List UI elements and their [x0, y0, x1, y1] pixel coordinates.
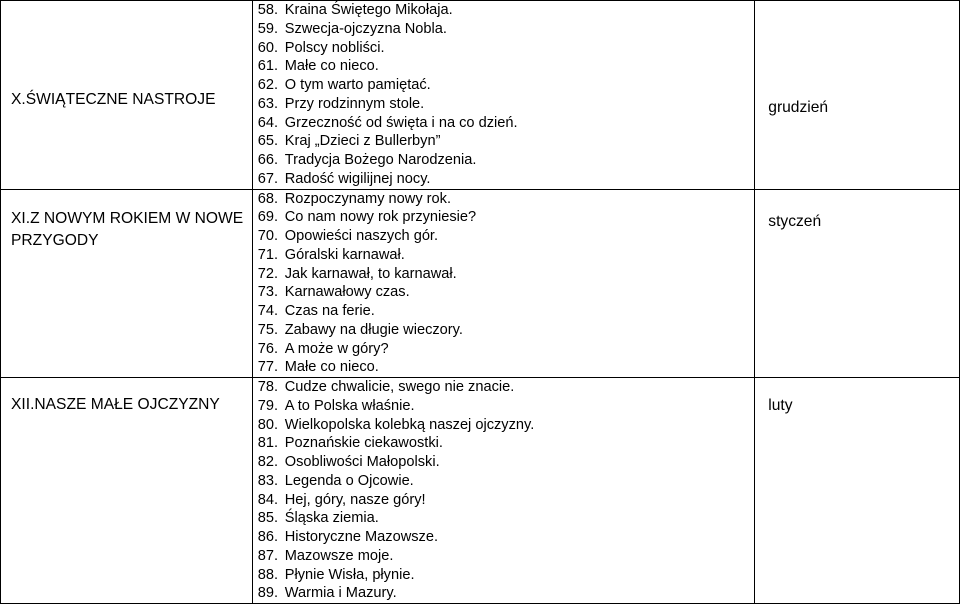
topic-text: Kraj „Dzieci z Bullerbyn” — [284, 133, 441, 150]
list-item — [253, 358, 755, 377]
topic-text: Szwecja-ojczyzna Nobla. — [284, 20, 447, 37]
topic-number: 84. — [257, 491, 279, 508]
topic-text: Śląska ziemia. — [284, 510, 379, 527]
list-item — [253, 246, 755, 265]
topic-list — [253, 378, 755, 603]
topic-text: Góralski karnawał. — [284, 246, 405, 263]
list-item — [253, 265, 755, 284]
topic-number: 66. — [257, 152, 279, 168]
topic-text: Radość wigilijnej nocy. — [284, 170, 431, 187]
topic-text: Małe co nieco. — [284, 359, 379, 376]
list-item — [253, 416, 755, 435]
topic-list — [253, 1, 755, 189]
section-title-cell — [1, 1, 253, 190]
topics-cell — [252, 1, 755, 190]
list-item — [253, 321, 755, 340]
topics-cell — [252, 189, 755, 378]
topic-text: Cudze chwalicie, swego nie znacie. — [284, 379, 515, 395]
month-cell — [755, 378, 960, 604]
list-item — [253, 1, 755, 20]
list-item — [253, 95, 755, 114]
topic-number: 83. — [257, 472, 279, 489]
section-title: XI.Z NOWYM ROKIEM W NOWE PRZYGODY — [11, 209, 244, 249]
section-title: X.ŚWIĄTECZNE NASTROJE — [11, 91, 216, 108]
list-item — [253, 453, 755, 472]
list-item — [253, 114, 755, 133]
topic-number: 60. — [257, 39, 279, 56]
topic-text: Opowieści naszych gór. — [284, 228, 439, 244]
topic-text: Zabawy na długie wieczory. — [284, 321, 463, 338]
topic-text: A może w góry? — [284, 340, 389, 357]
topic-number: 85. — [257, 510, 279, 527]
topic-text: Warmia i Mazury. — [284, 585, 397, 602]
list-item — [253, 528, 755, 547]
month-label: luty — [768, 397, 793, 414]
list-item — [253, 39, 755, 58]
topic-number: 75. — [257, 321, 279, 338]
list-item — [253, 302, 755, 321]
topic-number: 70. — [257, 228, 279, 244]
topic-text: Grzeczność od święta i na co dzień. — [284, 114, 518, 131]
topic-text: Legenda o Ojcowie. — [284, 472, 414, 489]
topic-number: 62. — [257, 77, 279, 93]
topic-number: 63. — [257, 95, 279, 112]
list-item — [253, 57, 755, 76]
topic-text: Rozpoczynamy nowy rok. — [284, 190, 452, 207]
topic-number: 71. — [257, 246, 279, 263]
topic-number: 78. — [257, 379, 279, 395]
topic-text: O tym warto pamiętać. — [284, 77, 431, 93]
topic-text: Historyczne Mazowsze. — [284, 529, 439, 545]
topic-number: 82. — [257, 454, 279, 470]
topic-text: Jak karnawał, to karnawał. — [284, 265, 457, 282]
topic-number: 58. — [257, 2, 279, 18]
topic-number: 81. — [257, 435, 279, 452]
topic-text: Poznańskie ciekawostki. — [284, 435, 443, 452]
topic-number: 61. — [257, 58, 279, 75]
topic-text: Małe co nieco. — [284, 58, 379, 75]
topic-number: 77. — [257, 359, 279, 376]
topic-text: A to Polska właśnie. — [284, 397, 415, 414]
section-row — [1, 189, 960, 378]
topic-number: 69. — [257, 209, 279, 226]
topic-text: Tradycja Bożego Narodzenia. — [284, 152, 477, 168]
list-item — [253, 509, 755, 528]
list-item — [253, 20, 755, 39]
list-item — [253, 378, 755, 397]
topic-number: 73. — [257, 284, 279, 301]
section-title: XII.NASZE MAŁE OJCZYZNY — [11, 396, 220, 413]
topic-text: Kraina Świętego Mikołaja. — [284, 2, 453, 18]
topic-number: 88. — [257, 566, 279, 583]
topic-number: 80. — [257, 416, 279, 433]
month-label: grudzień — [768, 99, 829, 116]
topic-number: 76. — [257, 340, 279, 357]
list-item — [253, 397, 755, 416]
list-item — [253, 547, 755, 566]
topic-number: 59. — [257, 20, 279, 37]
list-item — [253, 190, 755, 209]
topic-text: Hej, góry, nasze góry! — [284, 491, 426, 508]
topic-text: Co nam nowy rok przyniesie? — [284, 209, 477, 226]
list-item — [253, 491, 755, 510]
topic-list — [253, 190, 755, 378]
topic-text: Mazowsze moje. — [284, 547, 394, 564]
list-item — [253, 434, 755, 453]
list-item — [253, 472, 755, 491]
section-row — [1, 378, 960, 604]
topic-number: 67. — [257, 170, 279, 187]
list-item — [253, 584, 755, 603]
topics-cell — [252, 378, 755, 604]
topic-number: 86. — [257, 529, 279, 545]
topic-text: Osobliwości Małopolski. — [284, 454, 440, 470]
month-label: styczeń — [768, 212, 822, 230]
topic-text: Karnawałowy czas. — [284, 284, 410, 301]
topic-text: Polscy nobliści. — [284, 39, 385, 56]
list-item — [253, 340, 755, 359]
month-cell — [755, 1, 960, 190]
topic-text: Czas na ferie. — [284, 303, 375, 319]
topic-number: 65. — [257, 133, 279, 150]
topic-text: Płynie Wisła, płynie. — [284, 566, 415, 583]
list-item — [253, 283, 755, 302]
month-cell — [755, 189, 960, 378]
topic-number: 87. — [257, 547, 279, 564]
topic-number: 68. — [257, 190, 279, 207]
section-row — [1, 1, 960, 190]
list-item — [253, 76, 755, 95]
list-item — [253, 227, 755, 246]
list-item — [253, 151, 755, 170]
list-item — [253, 208, 755, 227]
list-item — [253, 132, 755, 151]
topic-number: 89. — [257, 585, 279, 602]
topic-text: Przy rodzinnym stole. — [284, 95, 425, 112]
topic-number: 74. — [257, 303, 279, 319]
topic-number: 79. — [257, 397, 279, 414]
section-title-cell — [1, 378, 253, 604]
topic-text: Wielkopolska kolebką naszej ojczyzny. — [284, 416, 535, 433]
list-item — [253, 566, 755, 585]
topic-number: 72. — [257, 265, 279, 282]
list-item — [253, 170, 755, 189]
section-title-cell — [1, 189, 253, 378]
topic-number: 64. — [257, 114, 279, 131]
